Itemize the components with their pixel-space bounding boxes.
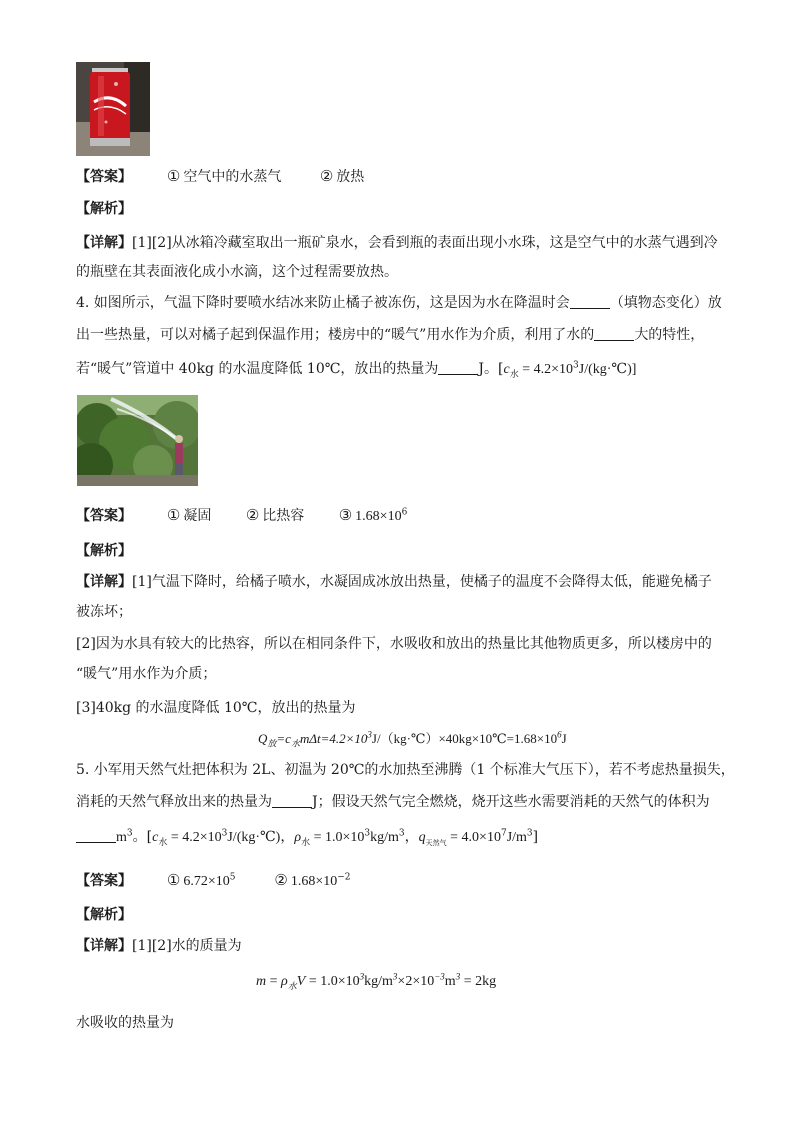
q5-stem-line1: 5. 小军用天然气灶把体积为 2L、初温为 20℃的水加热至沸腾（1 个标准大气压下），若不考虑热量损失， bbox=[76, 762, 735, 778]
mass-sup3: −3 bbox=[434, 971, 445, 982]
q5-q-symbol: q bbox=[418, 830, 426, 845]
q3-answer-row bbox=[76, 166, 364, 187]
detail-tag: 【详解】 bbox=[76, 574, 132, 590]
q4-detail-line1 bbox=[76, 572, 712, 592]
q4-stem-1a: 4. 如图所示，气温下降时要喷水结冰来防止橘子被冻伤，这是因为水在降温时会 bbox=[76, 295, 570, 311]
q5-q-sub: 天然气 bbox=[425, 838, 447, 847]
formula-c-sub: 水 bbox=[290, 738, 300, 749]
answer-mark-3: ③ bbox=[338, 506, 353, 524]
q4-answer-3-sup: 6 bbox=[401, 507, 408, 518]
answer-tag: 【答案】 bbox=[76, 873, 132, 889]
q5-answer-1: 6.72×10 bbox=[183, 874, 230, 889]
q3-detail-line1 bbox=[76, 233, 718, 253]
cola-can-photo bbox=[76, 62, 150, 156]
formula-part3: J/（kg·℃）×40kg×10℃=1.68×10 bbox=[371, 731, 558, 746]
q4-c-unit: J/(kg·℃)] bbox=[578, 362, 637, 377]
q5-rho-symbol: ρ bbox=[294, 830, 302, 845]
q5-c-symbol: c bbox=[152, 830, 159, 845]
q4-detail-line3: [2]因为水具有较大的比热容，所以在相同条件下，水吸收和放出的热量比其他物质更多，所以楼房中的 bbox=[76, 636, 712, 652]
q5-answer-1-sup: 5 bbox=[229, 872, 236, 883]
q5-analysis-tag: 【解析】 bbox=[76, 907, 132, 923]
mass-rho: ρ bbox=[281, 974, 288, 989]
answer-mark-1: ① bbox=[166, 167, 181, 185]
q5-stem-2a: 消耗的天然气释放出来的热量为 bbox=[76, 794, 272, 810]
q5-rho-sup: 3 bbox=[364, 828, 371, 839]
mass-sup4: 3 bbox=[455, 971, 461, 982]
answer-mark-1: ① bbox=[166, 871, 181, 889]
q5-answer-row bbox=[76, 870, 351, 892]
formula-sup2: 6 bbox=[557, 729, 562, 740]
q5-absorb-line: 水吸收的热量为 bbox=[76, 1015, 174, 1031]
mass-eq3: kg/m bbox=[364, 974, 393, 989]
mass-sup2: 3 bbox=[392, 971, 398, 982]
mass-m: m bbox=[256, 974, 267, 989]
mass-eq6: = 2kg bbox=[460, 974, 497, 989]
q4-detail-line4: “暖气”用水作为介质； bbox=[76, 666, 217, 682]
q3-detail-text1: [1][2]从冰箱冷藏室取出一瓶矿泉水，会看到瓶的表面出现小水珠，这是空气中的水蒸气遇到冷 bbox=[132, 235, 718, 251]
q4-stem-2b: 大的特性， bbox=[634, 327, 705, 343]
q4-c-value: = 4.2×10 bbox=[518, 362, 574, 377]
q4-heat-formula bbox=[258, 729, 567, 749]
q5-rho-sub: 水 bbox=[301, 837, 311, 848]
q5-blank-1[interactable] bbox=[272, 793, 312, 808]
q4-analysis-tag: 【解析】 bbox=[76, 543, 132, 559]
q5-rho-unit-sup: 3 bbox=[398, 828, 405, 839]
mass-eq4: ×2×10 bbox=[397, 974, 435, 989]
q5-stem-line2 bbox=[76, 792, 710, 812]
q5-q-unit: J/m bbox=[506, 830, 527, 845]
q4-stem-line3 bbox=[76, 359, 636, 380]
q5-q-value: = 4.0×10 bbox=[446, 830, 501, 845]
q5-c-value: = 4.2×10 bbox=[167, 830, 222, 845]
q5-unit-m: m bbox=[116, 830, 127, 845]
q5-c-sup: 3 bbox=[221, 828, 228, 839]
q4-c-sub: 水 bbox=[509, 369, 519, 380]
answer-mark-1: ① bbox=[166, 506, 181, 524]
q5-bracket-open: 。[ bbox=[132, 829, 153, 845]
q3-detail-line2: 的瓶壁在其表面液化成小水滴，这个过程需要放热。 bbox=[76, 264, 398, 280]
q4-c-symbol: c bbox=[503, 362, 510, 377]
answer-tag: 【答案】 bbox=[76, 508, 132, 524]
q4-detail-line5: [3]40kg 的水温度降低 10℃，放出的热量为 bbox=[76, 700, 356, 716]
answer-mark-2: ② bbox=[319, 167, 334, 185]
q5-q-sup: 7 bbox=[500, 828, 507, 839]
answer-mark-2: ② bbox=[245, 506, 260, 524]
q5-unit-sup: 3 bbox=[126, 828, 133, 839]
q5-mass-formula bbox=[256, 972, 496, 992]
q4-stem-2a: 出一些热量，可以对橘子起到保温作用；楼房中的“暖气”用水作为介质，利用了水的 bbox=[76, 327, 595, 343]
q4-c-sup: 3 bbox=[573, 360, 579, 371]
q5-stem-line3 bbox=[76, 827, 538, 848]
q5-bracket-close: ] bbox=[532, 829, 539, 845]
q4-stem-3b: J。[ bbox=[478, 361, 504, 377]
formula-part1: =c bbox=[276, 731, 291, 746]
q5-answer-2-sup: −2 bbox=[337, 872, 351, 883]
answer-tag: 【答案】 bbox=[76, 169, 132, 185]
q5-separator: ， bbox=[404, 829, 419, 845]
formula-part4: J bbox=[561, 731, 567, 746]
q4-detail-text1: [1]气温下降时，给橘子喷水，水凝固成冰放出热量，使橘子的温度不会降得太低，能避免橘子 bbox=[132, 574, 712, 590]
q4-stem-line2 bbox=[76, 325, 704, 345]
q4-blank-3[interactable] bbox=[438, 360, 478, 375]
q4-answer-2: 比热容 bbox=[262, 508, 305, 524]
q4-stem-1b: （填物态变化）放 bbox=[609, 295, 722, 311]
mass-eq1: = bbox=[266, 974, 282, 989]
q4-stem-line1 bbox=[76, 293, 722, 313]
mass-eq5: m bbox=[444, 974, 456, 989]
formula-part2: mΔt=4.2×10 bbox=[299, 731, 368, 746]
q4-answer-3: 1.68×10 bbox=[355, 509, 402, 524]
q5-q-unit-sup: 3 bbox=[526, 828, 533, 839]
q4-stem-3a: 若“暖气”管道中 40kg 的水温度降低 10℃，放出的热量为 bbox=[76, 361, 439, 377]
detail-tag: 【详解】 bbox=[76, 235, 132, 251]
q4-blank-1[interactable] bbox=[570, 294, 610, 309]
q5-c-sub: 水 bbox=[158, 837, 168, 848]
q4-answer-1: 凝固 bbox=[183, 508, 212, 524]
answer-mark-2: ② bbox=[274, 871, 288, 889]
formula-sup1: 3 bbox=[367, 729, 372, 740]
formula-Q: Q bbox=[258, 731, 268, 746]
q4-answer-row bbox=[76, 505, 407, 527]
q5-answer-2: 1.68×10 bbox=[290, 874, 338, 889]
mass-rho-sub: 水 bbox=[287, 980, 297, 991]
mass-eq2: = 1.0×10 bbox=[305, 974, 360, 989]
q4-detail-line2: 被冻坏； bbox=[76, 604, 132, 620]
q3-analysis-tag: 【解析】 bbox=[76, 201, 132, 217]
q5-stem-2b: J；假设天然气完全燃烧，烧开这些水需要消耗的天然气的体积为 bbox=[312, 794, 710, 810]
q3-answer-1: 空气中的水蒸气 bbox=[183, 169, 282, 185]
spraying-trees-photo bbox=[77, 395, 198, 486]
mass-sup1: 3 bbox=[359, 971, 365, 982]
q5-rho-value: = 1.0×10 bbox=[310, 830, 365, 845]
detail-tag: 【详解】 bbox=[76, 938, 132, 954]
q3-answer-2: 放热 bbox=[336, 169, 365, 185]
mass-V: V bbox=[296, 974, 306, 989]
q5-detail-line1 bbox=[76, 936, 242, 956]
q5-detail-text1: [1][2]水的质量为 bbox=[132, 938, 242, 954]
q5-c-unit: J/(kg·℃)， bbox=[227, 830, 295, 845]
q4-blank-2[interactable] bbox=[594, 326, 634, 341]
q5-rho-unit: kg/m bbox=[370, 830, 399, 845]
formula-Q-sub: 放 bbox=[267, 738, 277, 749]
q5-blank-2[interactable] bbox=[76, 828, 116, 843]
